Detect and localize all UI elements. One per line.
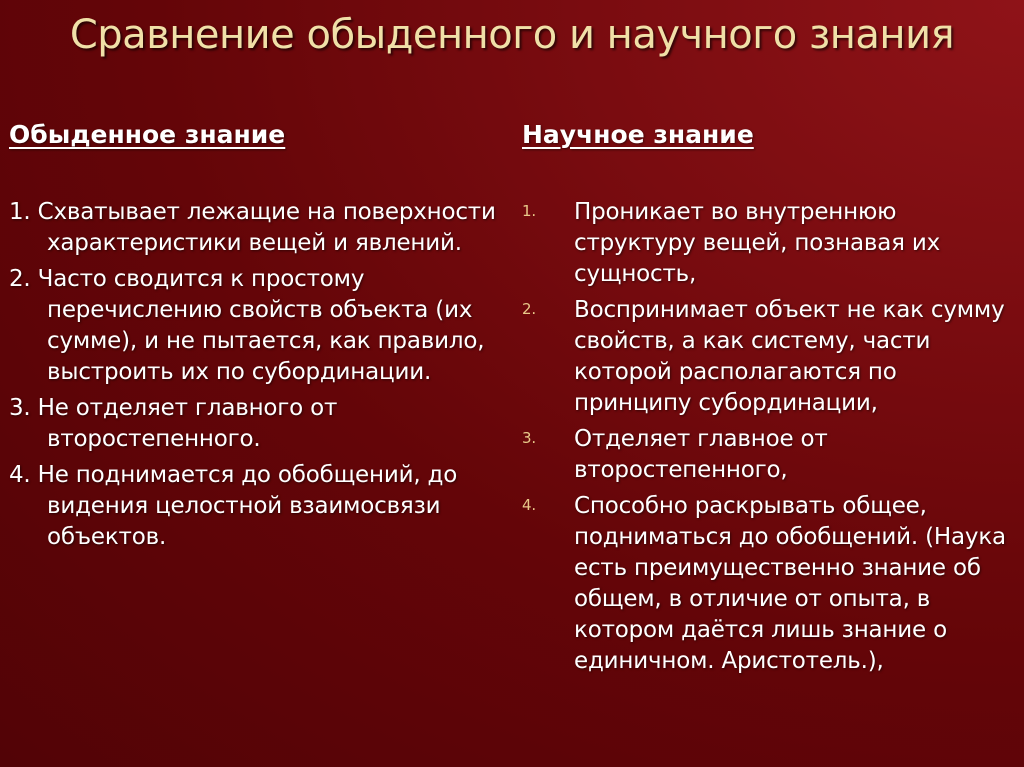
- scientific-item-3: [522, 424, 1012, 486]
- ordinary-item-4: 4. Не поднимается до обобщений, до видения целостной взаимосвязи объектов.: [9, 462, 458, 550]
- slide-title: Сравнение обыденного и научного знания: [69, 12, 955, 58]
- scientific-knowledge-list: [522, 197, 1012, 682]
- scientific-item-text: Проникает во внутреннюю структуру вещей, познавая их сущность,: [574, 199, 940, 287]
- ordinary-item-3: 3. Не отделяет главного от второстепенного.: [9, 395, 338, 452]
- ordinary-item-2: 2. Часто сводится к простому перечислению свойств объекта (их сумме), и не пытается, как правило, выстроить их по субординации.: [9, 266, 485, 385]
- ordinary-knowledge-list: [9, 197, 504, 558]
- scientific-item-4: [522, 491, 1012, 677]
- heading-ordinary-knowledge: Обыденное знание: [9, 120, 286, 149]
- scientific-item-text: Воспринимает объект не как сумму свойств, а как систему, части которой располагаются по принципу субординации,: [574, 297, 1005, 416]
- scientific-item-1: [522, 197, 1012, 290]
- scientific-item-number: 2.: [522, 300, 536, 318]
- scientific-item-2: [522, 295, 1012, 419]
- scientific-item-text: Способно раскрывать общее, подниматься до обобщений. (Наука есть преимущественно знание об общем, в отличие от опыта, в котором даётся лишь знание о единичном. Аристотель.),: [574, 493, 1006, 674]
- scientific-item-number: 3.: [522, 429, 536, 447]
- scientific-item-number: 4.: [522, 496, 536, 514]
- heading-scientific-knowledge: Научное знание: [522, 120, 754, 149]
- scientific-item-text: Отделяет главное от второстепенного,: [574, 426, 828, 483]
- ordinary-item-1: 1. Схватывает лежащие на поверхности характеристики вещей и явлений.: [9, 199, 496, 256]
- scientific-item-number: 1.: [522, 202, 536, 220]
